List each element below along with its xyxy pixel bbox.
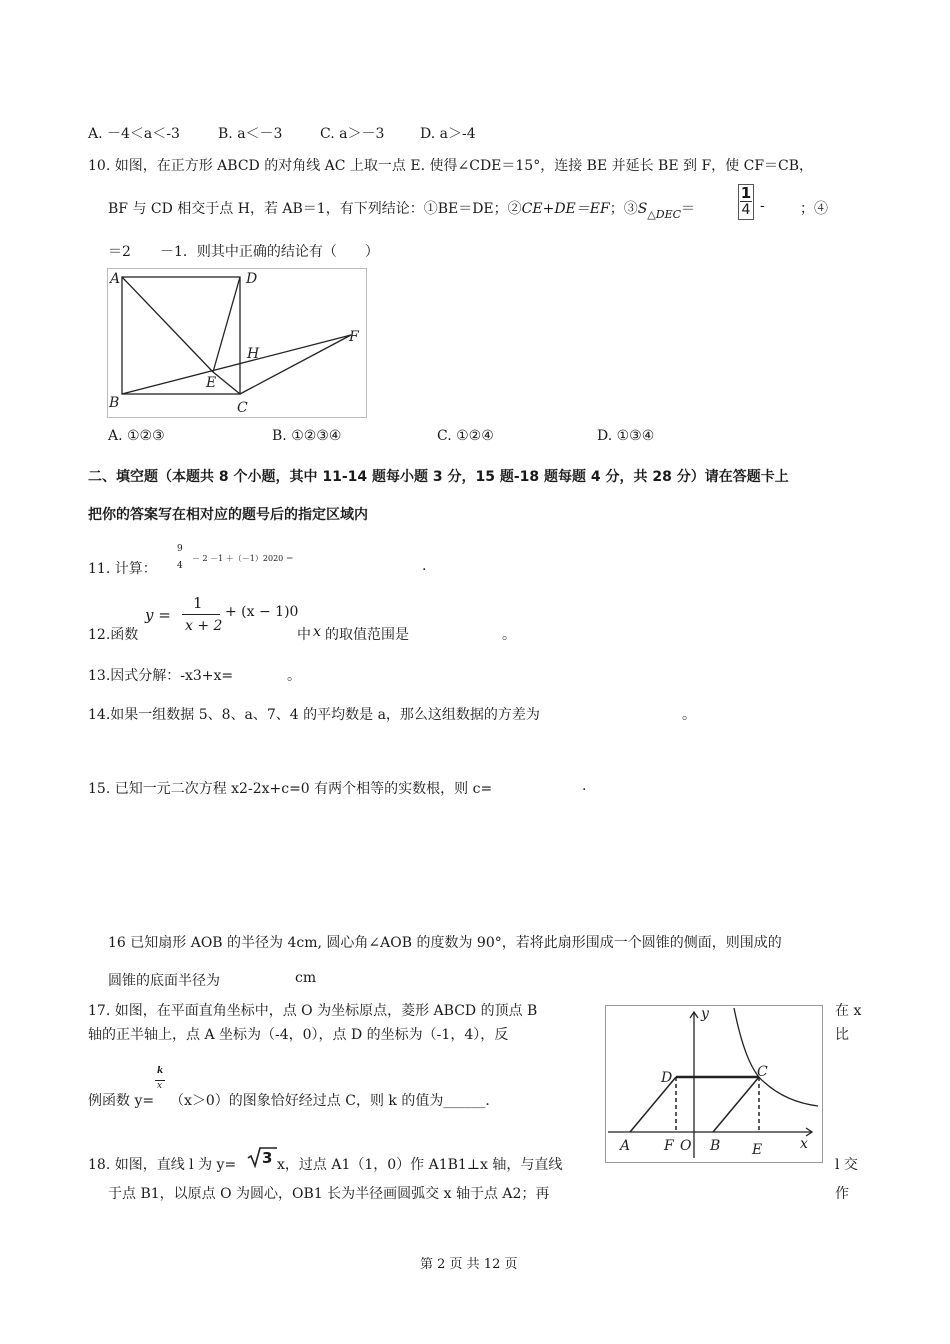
q12-denominator: x + 2: [185, 618, 223, 634]
q10-line1: 10. 如图，在正方形 ABCD 的对角线 AC 上取一点 E. 使得∠CDE＝15°，连接 BE 并延长 BE 到 F，使 CF＝CB，: [88, 158, 814, 174]
q17-line1-right: 在 x: [835, 1003, 862, 1019]
q12-rest: 的取值范围是: [325, 627, 409, 643]
q10-option-a: A. ①②③: [108, 428, 165, 444]
fig10-label-b: B: [109, 395, 120, 411]
q17-x-den: x: [157, 1081, 163, 1091]
q15-text: 15. 已知一元二次方程 x2-2x+c=0 有两个相等的实数根，则 c=: [88, 781, 493, 797]
fig17-label-y: y: [701, 1006, 709, 1022]
q18-sqrt-radicand: 3: [262, 1149, 273, 1167]
q10-line2: [108, 198, 695, 221]
q16-line2: 圆锥的底面半径为: [108, 973, 220, 989]
fig17-label-e: E: [752, 1142, 763, 1158]
q13-end: 。: [287, 668, 301, 684]
segment-cf: [240, 335, 351, 394]
q17-figure: [605, 1005, 823, 1163]
q12-fraction-bar: [182, 614, 220, 615]
q10-fraction-box: [738, 184, 754, 220]
q10-conclusion-2: CE+DE＝EF: [521, 201, 610, 217]
q10-option-c: C. ①②④: [437, 428, 494, 444]
q18-line1-b: x，过点 A1（1，0）作 A1B1⊥x 轴，与直线: [277, 1157, 563, 1173]
fig17-label-o: O: [680, 1138, 692, 1154]
segment-ec: [213, 372, 240, 394]
fig10-label-a: A: [110, 271, 121, 287]
q9-option-a: A. －4＜a＜-3: [88, 126, 180, 142]
q10-area-symbol: S: [637, 201, 648, 217]
q13-text: 13.因式分解：-x3+x=: [88, 668, 234, 684]
fig17-label-d: D: [661, 1070, 673, 1086]
fig17-label-c: C: [757, 1064, 768, 1080]
q18-line2-right: 作: [835, 1186, 849, 1202]
fig17-label-a: A: [620, 1138, 631, 1154]
q10-equals: ＝: [681, 201, 696, 217]
q16-line1: 16 已知扇形 AOB 的半径为 4cm, 圆心角∠AOB 的度数为 90°，若将此扇形围成一个圆锥的侧面，则围成的: [108, 935, 782, 951]
fig17-label-f: F: [664, 1138, 674, 1154]
fig10-label-h: H: [247, 346, 260, 362]
q15-end: .: [582, 778, 587, 794]
section2-heading-line2: 把你的答案写在相对应的题号后的指定区域内: [88, 507, 368, 523]
fig10-label-c: C: [237, 400, 248, 416]
fig10-label-e: E: [206, 375, 217, 391]
q9-option-c: C. a＞－3: [320, 126, 385, 142]
square-figure-svg: [108, 269, 366, 417]
diagonal-ae: [122, 277, 213, 372]
q10-line2-c: ；③: [609, 201, 638, 217]
page-footer: 第 2 页 共 12 页: [420, 1257, 518, 1272]
q9-option-b: B. a＜－3: [218, 126, 283, 142]
rhombus-figure-svg: [606, 1006, 822, 1162]
q12-mid: 中: [297, 627, 311, 643]
q12-y: y =: [145, 606, 171, 624]
q10-minus: -: [760, 198, 765, 214]
q10-figure: [107, 268, 367, 418]
q12-x: x: [313, 624, 321, 640]
q18-sqrt: [247, 1146, 277, 1168]
q17-line2-right: 比: [835, 1027, 849, 1043]
q10-fraction-numerator: 1: [740, 184, 752, 202]
q12-numerator: 1: [193, 594, 203, 612]
q12-tail: + (x − 1)0: [225, 604, 299, 620]
q12-end: 。: [502, 627, 516, 643]
q14-end: 。: [682, 707, 696, 723]
q10-option-d: D. ①③④: [597, 428, 655, 444]
segment-de: [213, 277, 240, 372]
fig10-label-d: D: [246, 271, 258, 287]
q11-expression: － 2 －1 ＋（－1）2020 ＝: [192, 554, 294, 563]
fig17-label-x: x: [800, 1136, 808, 1152]
q17-line3-b: （x＞0）的图象恰好经过点 C，则 k 的值为______.: [170, 1093, 490, 1109]
q17-k: k: [157, 1066, 164, 1076]
q10-line2-a: BF 与 CD 相交于点 H，若 AB＝1，有下列结论：①BE＝DE；②: [108, 201, 522, 217]
q10-line3-a: ＝2: [108, 244, 131, 260]
q18-line2: 于点 B1，以原点 O 为圆心，OB1 长为半径画圆弧交 x 轴于点 A2；再: [108, 1186, 550, 1202]
fig17-label-b: B: [710, 1138, 721, 1154]
q9-option-d: D. a＞-4: [420, 126, 476, 142]
section2-heading-line1: 二、填空题（本题共 8 个小题，其中 11-14 题每小题 3 分，15 题-18 题每题 4 分，共 28 分）请在答题卡上: [88, 469, 789, 485]
q11-label: 11. 计算：: [88, 561, 157, 577]
q10-conclusion-4-label: ；④: [800, 201, 828, 217]
q10-line3-b: －1．则其中正确的结论有（ ）: [160, 244, 379, 260]
q10-option-b: B. ①②③④: [272, 428, 342, 444]
q12-label: 12.函数: [88, 627, 139, 643]
side-bc: [713, 1077, 759, 1132]
q10-area-subscript: △DEC: [647, 208, 682, 221]
q17-line1: 17. 如图，在平面直角坐标中，点 O 为坐标原点，菱形 ABCD 的顶点 B: [88, 1003, 538, 1019]
q11-numerator-9: 9: [177, 544, 183, 554]
q10-fraction-denominator: 4: [741, 202, 751, 218]
q18-line1-right: l 交: [835, 1157, 858, 1173]
fig10-label-f: F: [349, 329, 359, 345]
q16-unit: cm: [295, 970, 317, 986]
q14-text: 14.如果一组数据 5、8、a、7、4 的平均数是 a，那么这组数据的方差为: [88, 707, 540, 723]
q11-denominator-4: 4: [177, 561, 183, 571]
q17-line3: 例函数 y=: [88, 1093, 155, 1109]
q18-line1-a: 18. 如图，直线 l 为 y=: [88, 1157, 237, 1173]
line-bf: [122, 335, 351, 394]
q11-end: .: [422, 558, 427, 574]
q17-line2: 轴的正半轴上，点 A 坐标为（-4，0），点 D 的坐标为（-1，4），反: [88, 1027, 509, 1043]
